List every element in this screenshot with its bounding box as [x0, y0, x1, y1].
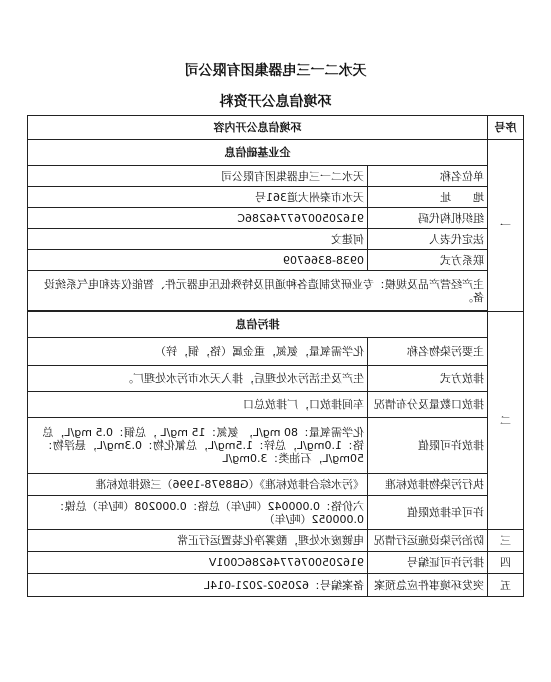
table-row: [28, 552, 524, 574]
row-value: 化学需氧量，氨氮，重金属（铬，铜，锌）: [28, 338, 368, 366]
row-value: 天水市秦州大道361号: [28, 187, 368, 208]
section-number: 一: [488, 140, 524, 312]
section-heading: 企业基础信息: [28, 140, 488, 166]
row-label: 排放口数量及分布情况: [368, 392, 488, 418]
company-title: 天水二一三电器集团有限公司: [184, 63, 367, 79]
table-row: [28, 166, 524, 187]
table-row: [28, 392, 524, 418]
row-value: 91620500767746286C: [28, 208, 368, 229]
table-row: [28, 187, 524, 208]
row-value: 六价铬：0.000042（吨/年）总铬：0.000208（吨/年）总镍：0.000052（吨/年）: [28, 496, 368, 530]
row-label: 单位名称: [368, 166, 488, 187]
section-number: 三: [488, 530, 524, 552]
table-row: [28, 418, 524, 474]
seq-header: 序号: [488, 116, 524, 140]
row-label: 许可年排放限值: [368, 496, 488, 530]
section-number: 二: [488, 312, 524, 530]
row-label: 排放许可限值: [368, 418, 488, 474]
section-heading: 排污信息: [28, 312, 488, 338]
table-row: [28, 208, 524, 229]
table-row: [28, 312, 524, 338]
row-value: 0938-8366709: [28, 250, 368, 271]
row-label: 联系方式: [368, 250, 488, 271]
table-header-row: [28, 116, 524, 140]
table-row: [28, 366, 524, 392]
table-row: [28, 250, 524, 271]
row-label: 排放方式: [368, 366, 488, 392]
business-scope: 主产经营产品及规模：专业研发制造各种通用及特殊低压电器元件、智能仪表和电气系统设备。: [28, 271, 488, 311]
environment-info-table: [27, 115, 524, 597]
row-label: 突发环境事件应急预案: [368, 574, 488, 597]
row-value: 何建文: [28, 229, 368, 250]
row-value: 电镀废水处理，酸雾净化装置运行正常: [28, 530, 368, 552]
content-header: 环境信息公开内容: [28, 116, 488, 140]
row-label: 组织机构代码: [368, 208, 488, 229]
row-label: 执行污染物排放标准: [368, 474, 488, 496]
row-value: 车间排放口，厂排放总口: [28, 392, 368, 418]
table-row: [28, 229, 524, 250]
row-label: 主要污染物名称: [368, 338, 488, 366]
document-title: 环境信息公开资料: [219, 94, 332, 110]
row-value: 化学需氧量：80 mg/L， 氨氮：15 mg/L ，总铜：0.5 mg/L，总铬：1.0mg/L，总锌：1.5mg/L，总氰化物：0.3mg/L，悬浮物：50mg/L，石油类：3.0mg/L: [28, 418, 368, 474]
row-value: 《污水综合排放标准》（GB8978-1996）三级排放标准: [28, 474, 368, 496]
table-row: [28, 474, 524, 496]
row-label: 地 址: [368, 187, 488, 208]
table-row: [28, 338, 524, 366]
row-label: 法定代表人: [368, 229, 488, 250]
row-value: 备案编号：620502-2021-014L: [28, 574, 368, 597]
table-row: [28, 140, 524, 166]
section-number: 四: [488, 552, 524, 574]
table-row: [28, 496, 524, 530]
table-row: [28, 574, 524, 597]
section-number: 五: [488, 574, 524, 597]
row-label: 排污许可证编号: [368, 552, 488, 574]
row-value: 91620500767746286C001V: [28, 552, 368, 574]
table-row: [28, 271, 524, 311]
row-value: 生产及生活污水处理后，排入天水市污水处理厂。: [28, 366, 368, 392]
row-label: 防治污染设施运行情况: [368, 530, 488, 552]
row-value: 天水二一三电器集团有限公司: [28, 166, 368, 187]
table-row: [28, 530, 524, 552]
